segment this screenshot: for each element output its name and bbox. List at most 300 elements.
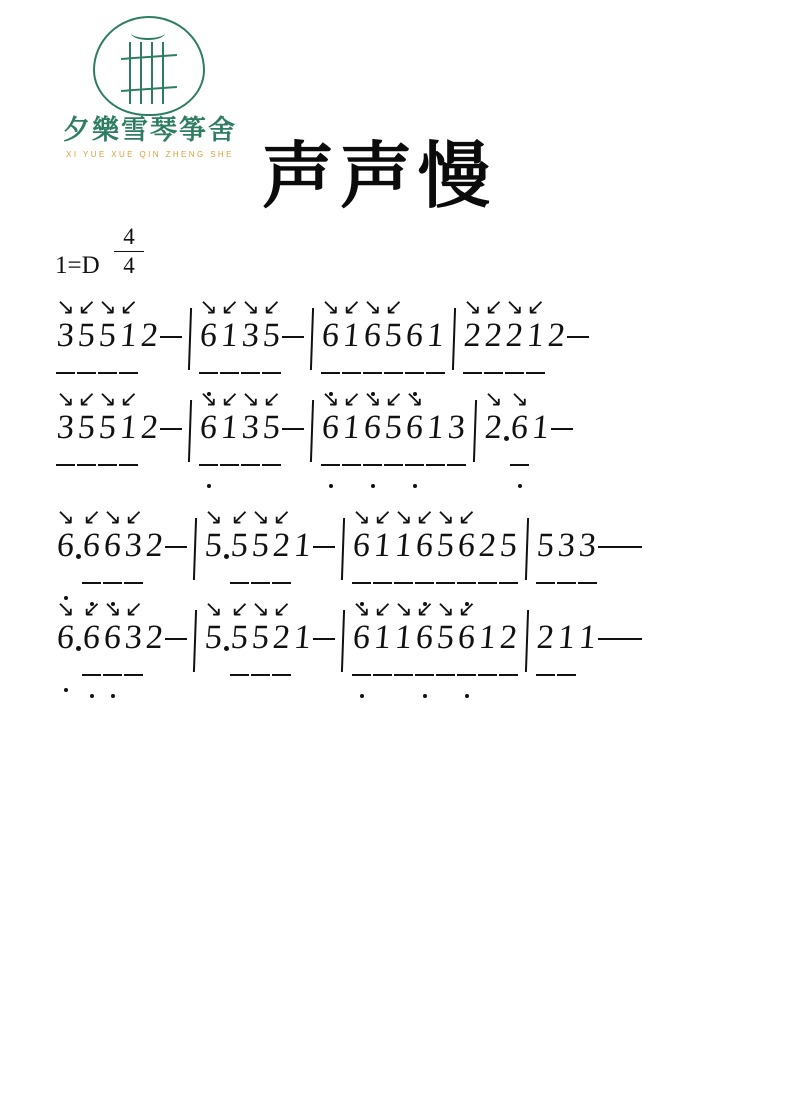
ornament-mark-icon: ↘ [56, 596, 75, 621]
barline [525, 610, 529, 672]
note-digit: 6 [102, 527, 123, 564]
note [393, 596, 414, 704]
octave-dot-low [465, 694, 469, 698]
note-digit: 6 [55, 619, 76, 656]
beam-line [484, 372, 503, 374]
ornament-mark-icon: ↘ [124, 596, 143, 621]
beam-line [499, 674, 518, 676]
barline [193, 518, 197, 580]
ornament-mark-icon: ↘ [82, 596, 101, 621]
ornament-mark-icon: ↘ [77, 386, 96, 411]
beam-line [272, 582, 291, 584]
score-system [55, 384, 755, 476]
note-digit: 6 [198, 317, 219, 354]
note [144, 612, 165, 704]
note-digit: 5 [435, 527, 456, 564]
note-digit: 2 [546, 317, 567, 354]
measure [203, 502, 335, 594]
note-digit: 2 [271, 619, 292, 656]
duration-dash [165, 638, 187, 640]
note-digit: 1 [393, 619, 414, 656]
note [55, 596, 76, 704]
ornament-mark-icon: ↘ [199, 386, 218, 411]
ornament-mark-icon: ↘ [103, 504, 122, 529]
ornament-mark-icon: ↘ [384, 386, 403, 411]
ornament-mark-icon: ↘ [119, 386, 138, 411]
note-digit: 2 [477, 527, 498, 564]
note-digit: 6 [414, 619, 435, 656]
beam-line [536, 582, 555, 584]
note-digit: 1 [219, 317, 240, 354]
ornament-mark-icon: ↘ [220, 294, 239, 319]
note-digit: 2 [139, 317, 160, 354]
note-digit: 2 [535, 619, 556, 656]
note [556, 612, 577, 704]
note [383, 386, 404, 494]
beam-line [499, 582, 518, 584]
barline [310, 400, 314, 462]
beam-line [124, 582, 143, 584]
measure [535, 502, 642, 594]
ornament-mark-icon: ↘ [373, 504, 392, 529]
note-digit: 6 [509, 409, 530, 446]
note-digit: 6 [351, 527, 372, 564]
beam-line [436, 674, 455, 676]
note-digit: 2 [462, 317, 483, 354]
note [139, 402, 160, 494]
note-digit: 2 [144, 619, 165, 656]
ornament-mark-icon: ↘ [510, 386, 529, 411]
ornament-mark-icon: ↘ [56, 294, 75, 319]
ornament-mark-icon: ↘ [199, 294, 218, 319]
beam-line [262, 464, 281, 466]
ornament-mark-icon: ↘ [56, 504, 75, 529]
note [97, 386, 118, 494]
music-score [55, 292, 755, 686]
beam-line [457, 582, 476, 584]
duration-dash [160, 336, 182, 338]
note [320, 386, 341, 494]
beam-line [199, 464, 218, 466]
note-digit: 6 [102, 619, 123, 656]
measure [320, 292, 446, 384]
logo-strings-icon [127, 42, 171, 104]
note [404, 386, 425, 494]
note-digit: 6 [456, 619, 477, 656]
barline [525, 518, 529, 580]
beam-line [220, 464, 239, 466]
beam-line [342, 372, 361, 374]
note-digit: 5 [435, 619, 456, 656]
ornament-mark-icon: ↘ [119, 294, 138, 319]
note-digit: 2 [483, 409, 504, 446]
ornament-mark-icon: ↘ [124, 504, 143, 529]
note-digit: 1 [341, 409, 362, 446]
beam-line [199, 372, 218, 374]
beam-line [384, 372, 403, 374]
ornament-mark-icon: ↘ [272, 596, 291, 621]
ornament-mark-icon: ↘ [342, 386, 361, 411]
note [219, 386, 240, 494]
ornament-mark-icon: ↘ [98, 294, 117, 319]
beam-line [251, 674, 270, 676]
beam-line [405, 372, 424, 374]
measure [55, 594, 187, 686]
logo-studio-name: 夕樂雪琴筝舍 [63, 115, 237, 145]
note-digit: 5 [76, 317, 97, 354]
note-digit: 3 [55, 409, 76, 446]
beam-line [373, 674, 392, 676]
note-digit: 5 [383, 409, 404, 446]
note [341, 386, 362, 494]
note-digit: 6 [351, 619, 372, 656]
note [362, 386, 383, 494]
note-digit: 5 [97, 317, 118, 354]
note-digit: 1 [530, 409, 551, 446]
score-system [55, 594, 755, 686]
note-digit: 6 [404, 409, 425, 446]
measure [55, 292, 182, 384]
note-digit: 3 [55, 317, 76, 354]
note-digit: 2 [498, 619, 519, 656]
score-system [55, 292, 755, 384]
note [351, 596, 372, 704]
duration-dash [620, 638, 642, 640]
page-title: 声声慢 [262, 137, 497, 217]
note [55, 386, 76, 494]
logo-leaf-shape [131, 26, 165, 40]
duration-dash [282, 428, 304, 430]
note-digit: 5 [261, 317, 282, 354]
barline [188, 308, 192, 370]
note [123, 596, 144, 704]
octave-dot-low [207, 484, 211, 488]
ornament-mark-icon: ↘ [457, 596, 476, 621]
note-digit: 5 [203, 619, 224, 656]
note-digit: 1 [292, 527, 313, 564]
octave-dot-low [413, 484, 417, 488]
ornament-mark-icon: ↘ [262, 386, 281, 411]
note [435, 596, 456, 704]
barline [452, 308, 456, 370]
key-signature: 1=D [55, 252, 100, 279]
beam-line [56, 372, 75, 374]
beam-line [251, 582, 270, 584]
note [271, 596, 292, 704]
note [477, 612, 498, 704]
measure [198, 292, 304, 384]
measure [351, 594, 519, 686]
measure [320, 384, 467, 476]
ornament-mark-icon: ↘ [352, 596, 371, 621]
ornament-mark-icon: ↘ [415, 596, 434, 621]
beam-line [321, 372, 340, 374]
note-digit: 1 [556, 619, 577, 656]
beam-line [457, 674, 476, 676]
note [530, 402, 551, 494]
ornament-mark-icon: ↘ [384, 294, 403, 319]
note-digit: 1 [372, 619, 393, 656]
note-digit: 2 [271, 527, 292, 564]
measure [351, 502, 519, 594]
ornament-mark-icon: ↘ [363, 294, 382, 319]
note-digit: 6 [362, 317, 383, 354]
note-digit: 1 [118, 409, 139, 446]
note [198, 386, 219, 494]
beam-line [384, 464, 403, 466]
beam-line [56, 464, 75, 466]
beam-line [119, 372, 138, 374]
note-digit: 1 [219, 409, 240, 446]
beam-line [463, 372, 482, 374]
brand-logo [60, 10, 240, 159]
beam-line [394, 582, 413, 584]
beam-line [557, 582, 576, 584]
measure [55, 384, 182, 476]
beam-line [436, 582, 455, 584]
note [261, 386, 282, 494]
note-digit: 5 [203, 527, 224, 564]
ornament-mark-icon: ↘ [505, 294, 524, 319]
note-digit: 3 [123, 527, 144, 564]
beam-line [230, 674, 249, 676]
note-digit: 2 [139, 409, 160, 446]
octave-dot-low [423, 694, 427, 698]
note-digit: 5 [250, 527, 271, 564]
measure [483, 384, 573, 476]
ornament-mark-icon: ↘ [342, 294, 361, 319]
ornament-mark-icon: ↘ [463, 294, 482, 319]
beam-line [447, 464, 466, 466]
note-digit: 1 [525, 317, 546, 354]
ornament-mark-icon: ↘ [436, 596, 455, 621]
beam-line [98, 464, 117, 466]
note [102, 596, 123, 704]
measure [535, 594, 642, 686]
guzheng-oval-logo-icon [85, 10, 215, 120]
ornament-mark-icon: ↘ [103, 596, 122, 621]
beam-line [415, 582, 434, 584]
note-digit: 1 [393, 527, 414, 564]
ornament-mark-icon: ↘ [373, 596, 392, 621]
barline [341, 610, 345, 672]
measure [203, 594, 335, 686]
note [250, 596, 271, 704]
ornament-mark-icon: ↘ [262, 294, 281, 319]
ornament-mark-icon: ↘ [220, 386, 239, 411]
ornament-mark-icon: ↘ [394, 504, 413, 529]
beam-line [103, 582, 122, 584]
measure [462, 292, 589, 384]
ornament-mark-icon: ↘ [77, 294, 96, 319]
time-signature [114, 224, 144, 280]
ornament-mark-icon: ↘ [241, 386, 260, 411]
octave-dot-low [360, 694, 364, 698]
beam-line [536, 674, 555, 676]
duration-dash [160, 428, 182, 430]
ornament-mark-icon: ↘ [321, 386, 340, 411]
beam-line [321, 464, 340, 466]
ornament-mark-icon: ↘ [436, 504, 455, 529]
note-digit: 5 [229, 619, 250, 656]
note-digit: 6 [55, 527, 76, 564]
octave-dot-low [329, 484, 333, 488]
ornament-mark-icon: ↘ [82, 504, 101, 529]
beam-line [272, 674, 291, 676]
beam-line [77, 464, 96, 466]
note [483, 386, 504, 494]
duration-dash [598, 546, 620, 548]
note-digit: 6 [362, 409, 383, 446]
note-digit: 5 [97, 409, 118, 446]
ornament-mark-icon: ↘ [394, 596, 413, 621]
note [425, 402, 446, 494]
ornament-mark-icon: ↘ [484, 294, 503, 319]
note-digit: 3 [577, 527, 598, 564]
ornament-mark-icon: ↘ [241, 294, 260, 319]
beam-line [77, 372, 96, 374]
note-digit: 6 [456, 527, 477, 564]
beam-line [394, 674, 413, 676]
beam-line [373, 582, 392, 584]
note [414, 596, 435, 704]
beam-line [363, 372, 382, 374]
ornament-mark-icon: ↘ [251, 504, 270, 529]
barline [473, 400, 477, 462]
note [372, 596, 393, 704]
beam-line [82, 674, 101, 676]
octave-dot-low [111, 694, 115, 698]
beam-line [578, 582, 597, 584]
note [292, 612, 313, 704]
note-digit: 3 [123, 619, 144, 656]
note-digit: 5 [498, 527, 519, 564]
beam-line [352, 582, 371, 584]
measure [55, 502, 187, 594]
beam-line [526, 372, 545, 374]
note-digit: 6 [198, 409, 219, 446]
octave-dot-low [64, 688, 68, 692]
beam-line [241, 372, 260, 374]
beam-line [426, 464, 445, 466]
beam-line [124, 674, 143, 676]
beam-line [426, 372, 445, 374]
logo-studio-pinyin: XI YUE XUE QIN ZHENG SHE [66, 149, 234, 159]
barline [341, 518, 345, 580]
note [240, 386, 261, 494]
beam-line [415, 674, 434, 676]
ornament-mark-icon: ↘ [56, 386, 75, 411]
octave-dot-low [371, 484, 375, 488]
ornament-mark-icon: ↘ [405, 386, 424, 411]
beam-line [342, 464, 361, 466]
time-signature-numerator: 4 [123, 224, 135, 249]
beam-line [363, 464, 382, 466]
note-digit: 1 [118, 317, 139, 354]
ornament-mark-icon: ↘ [352, 504, 371, 529]
note-digit: 5 [535, 527, 556, 564]
note-digit: 5 [261, 409, 282, 446]
ornament-mark-icon: ↘ [204, 596, 223, 621]
ornament-mark-icon: ↘ [415, 504, 434, 529]
barline [310, 308, 314, 370]
beam-line [220, 372, 239, 374]
ornament-mark-icon: ↘ [98, 386, 117, 411]
note-digit: 6 [404, 317, 425, 354]
note-digit: 3 [446, 409, 467, 446]
time-signature-denominator: 4 [123, 253, 135, 279]
note-digit: 5 [76, 409, 97, 446]
note-digit: 1 [477, 619, 498, 656]
ornament-mark-icon: ↘ [272, 504, 291, 529]
duration-dash [282, 336, 304, 338]
duration-dash [620, 546, 642, 548]
note-digit: 6 [320, 409, 341, 446]
duration-dash [567, 336, 589, 338]
note [229, 596, 250, 704]
note-digit: 1 [425, 317, 446, 354]
ornament-mark-icon: ↘ [204, 504, 223, 529]
beam-line [82, 582, 101, 584]
barline [193, 610, 197, 672]
octave-dot-low [518, 484, 522, 488]
beam-line [557, 674, 576, 676]
note [81, 596, 102, 704]
ornament-mark-icon: ↘ [484, 386, 503, 411]
note [498, 612, 519, 704]
ornament-mark-icon: ↘ [230, 504, 249, 529]
note [118, 386, 139, 494]
note [446, 402, 467, 494]
duration-dash [313, 546, 335, 548]
note [456, 596, 477, 704]
ornament-mark-icon: ↘ [321, 294, 340, 319]
note-digit: 2 [144, 527, 165, 564]
note-digit: 6 [320, 317, 341, 354]
score-system [55, 502, 755, 594]
note-digit: 5 [250, 619, 271, 656]
note [577, 612, 598, 704]
beam-line [98, 372, 117, 374]
octave-dot-low [90, 694, 94, 698]
note [509, 386, 530, 494]
duration-dash [165, 546, 187, 548]
beam-line [103, 674, 122, 676]
ornament-mark-icon: ↘ [363, 386, 382, 411]
beam-line [505, 372, 524, 374]
time-signature-divider [114, 251, 144, 252]
beam-line [262, 372, 281, 374]
note-digit: 6 [81, 619, 102, 656]
ornament-mark-icon: ↘ [457, 504, 476, 529]
note-digit: 1 [372, 527, 393, 564]
ornament-mark-icon: ↘ [230, 596, 249, 621]
note-digit: 2 [504, 317, 525, 354]
ornament-mark-icon: ↘ [526, 294, 545, 319]
note-digit: 1 [425, 409, 446, 446]
note-digit: 2 [483, 317, 504, 354]
ornament-mark-icon: ↘ [251, 596, 270, 621]
beam-line [230, 582, 249, 584]
duration-dash [551, 428, 573, 430]
duration-dash [313, 638, 335, 640]
note [76, 386, 97, 494]
note-digit: 1 [341, 317, 362, 354]
beam-line [119, 464, 138, 466]
beam-line [405, 464, 424, 466]
beam-line [510, 464, 529, 466]
note-digit: 3 [240, 317, 261, 354]
